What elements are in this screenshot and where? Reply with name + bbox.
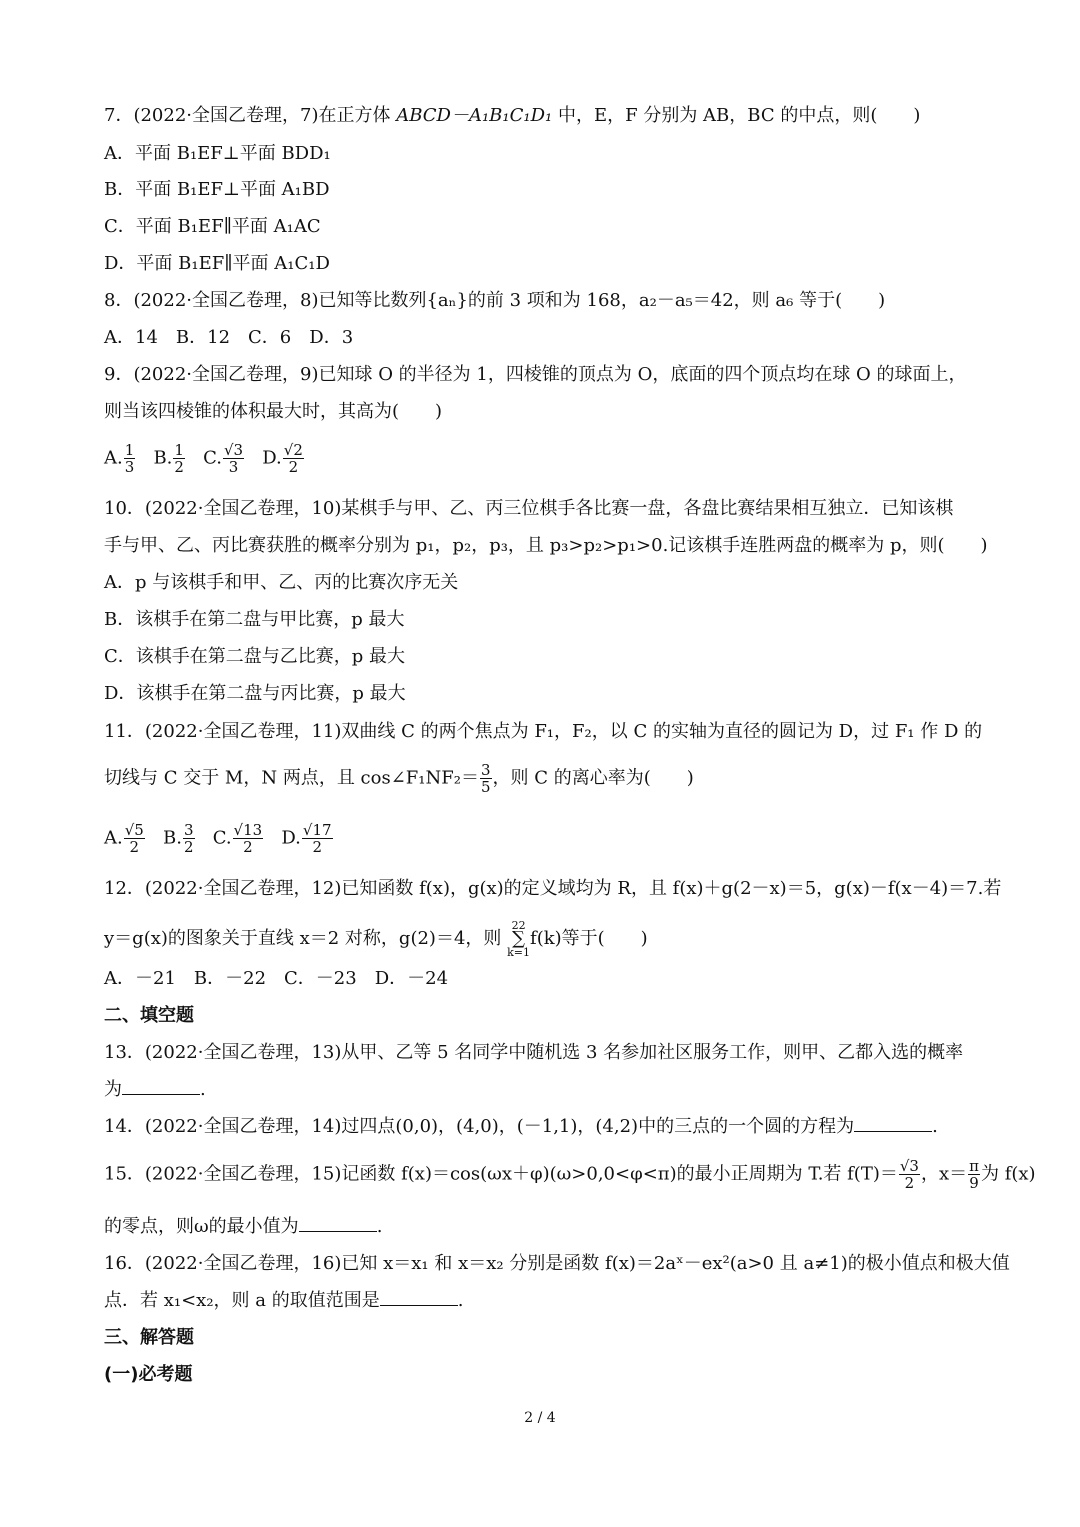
q10-option-d: D．该棋手在第二盘与丙比赛，p 最大 [104, 683, 406, 704]
q11-option-a-fraction: $\frac{√5}{2}$ [124, 821, 144, 856]
q8-stem: 8．(2022·全国乙卷理，8)已知等比数列{aₙ}的前 3 项和为 168，a₂－a₅＝42，则 a₆ 等于( ) [104, 290, 886, 311]
answer-blank [122, 1078, 200, 1095]
answer-blank [854, 1115, 932, 1132]
q11-option-c-fraction: $\frac{√13}{2}$ [233, 821, 263, 856]
q11-option-b-fraction: $\frac{3}{2}$ [183, 821, 194, 856]
q9-option-a-fraction: $\frac{1}{3}$ [124, 441, 135, 476]
q12-options: A．－21 B．－22 C．－23 D．－24 [104, 968, 449, 989]
q9-stem-line2: 则当该四棱锥的体积最大时，其高为( ) [104, 401, 443, 422]
q10-option-c: C．该棋手在第二盘与乙比赛，p 最大 [104, 646, 406, 667]
q9-option-c-fraction: $\frac{√3}{3}$ [223, 441, 244, 476]
q10-option-a: A．p 与该棋手和甲、乙、丙的比赛次序无关 [104, 572, 459, 593]
q11-cos-fraction: $\frac{3}{5}$ [480, 761, 491, 796]
answer-blank [380, 1289, 458, 1306]
q9-options: A. $\frac{1}{3}$ B. $\frac{1}{2}$ C. $\frac{√3}{3}$ D. $\frac{√2}{2}$ [104, 441, 303, 476]
section-fill-in-heading: 二、填空题 [104, 1005, 194, 1026]
q13-stem-line2: 为 . [104, 1079, 206, 1100]
q10-stem-line1: 10．(2022·全国乙卷理，10)某棋手与甲、乙、丙三位棋手各比赛一盘，各盘比赛结果相互独立．已知该棋 [104, 498, 954, 519]
section-answer-heading: 三、解答题 [104, 1327, 194, 1348]
q10-option-b: B．该棋手在第二盘与甲比赛，p 最大 [104, 609, 405, 630]
q7-stem: 7．(2022·全国乙卷理，7)在正方体 ABCD－A₁B₁C₁D₁ 中，E，F 分别为 AB，BC 的中点，则( ) [104, 105, 921, 126]
q11-stem-line1: 11．(2022·全国乙卷理，11)双曲线 C 的两个焦点为 F₁，F₂，以 C 的实轴为直径的圆记为 D，过 F₁ 作 D 的 [104, 721, 983, 742]
section-required-subheading: (一)必考题 [104, 1364, 193, 1385]
q11-stem-line2: 切线与 C 交于 M，N 两点，且 cos∠F₁NF₂＝ $\frac{3}{5}$ ，则 C 的离心率为( ) [104, 761, 694, 796]
q11-option-d-fraction: $\frac{√17}{2}$ [302, 821, 332, 856]
q12-stem-line1: 12．(2022·全国乙卷理，12)已知函数 f(x)，g(x)的定义域均为 R，且 f(x)＋g(2－x)＝5，g(x)－f(x－4)＝7.若 [104, 878, 1002, 899]
q12-stem-line2: y＝g(x)的图象关于直线 x＝2 对称，g(2)＝4，则 22 ∑ k=1f(k)等于( ) [104, 919, 648, 959]
page-number: 2 / 4 [524, 1410, 556, 1426]
q9-stem-line1: 9．(2022·全国乙卷理，9)已知球 O 的半径为 1，四棱锥的顶点为 O，底面的四个顶点均在球 O 的球面上， [104, 364, 967, 385]
q13-stem-line1: 13．(2022·全国乙卷理，13)从甲、乙等 5 名同学中随机选 3 名参加社区服务工作，则甲、乙都入选的概率 [104, 1042, 964, 1063]
q15-x-fraction: $\frac{\pi}{9}$ [969, 1157, 979, 1192]
q7-option-d: D．平面 B₁EF∥平面 A₁C₁D [104, 253, 330, 274]
q11-options: A. $\frac{√5}{2}$ B. $\frac{3}{2}$ C. $\frac{√13}{2}$ D. $\frac{√17}{2}$ [104, 821, 332, 856]
q15-value-fraction: $\frac{√3}{2}$ [899, 1157, 919, 1192]
q15-stem-line1: 15．(2022·全国乙卷理，15)记函数 f(x)＝cos(ωx＋φ)(ω>0,0<φ<π)的最小正周期为 T.若 f(T)＝ $\frac{√3}{2}$ ，x＝ $\frac{\pi}{9}$ 为 f(x) [104, 1157, 1036, 1192]
q9-option-b-fraction: $\frac{1}{2}$ [174, 441, 184, 476]
q9-option-d-fraction: $\frac{√2}{2}$ [283, 441, 303, 476]
answer-blank [299, 1215, 377, 1232]
q8-options: A．14 B．12 C．6 D．3 [104, 327, 354, 348]
q15-stem-line2: 的零点，则ω的最小值为 . [104, 1216, 383, 1237]
q7-option-c: C．平面 B₁EF∥平面 A₁AC [104, 216, 321, 237]
q16-stem-line1: 16．(2022·全国乙卷理，16)已知 x＝x₁ 和 x＝x₂ 分别是函数 f(x)＝2aˣ－ex²(a>0 且 a≠1)的极小值点和极大值 [104, 1253, 1010, 1274]
q14-stem: 14．(2022·全国乙卷理，14)过四点(0,0)，(4,0)，(－1,1)，(4,2)中的三点的一个圆的方程为 . [104, 1116, 938, 1137]
q16-stem-line2: 点．若 x₁<x₂，则 a 的取值范围是 . [104, 1290, 464, 1311]
q10-stem-line2: 手与甲、乙、丙比赛获胜的概率分别为 p₁，p₂，p₃，且 p₃>p₂>p₁>0.记该棋手连胜两盘的概率为 p，则( ) [104, 535, 988, 556]
q7-option-a: A．平面 B₁EF⊥平面 BDD₁ [104, 143, 331, 164]
q7-option-b: B．平面 B₁EF⊥平面 A₁BD [104, 179, 330, 200]
summation-symbol: 22 ∑ k=1 [507, 919, 531, 959]
